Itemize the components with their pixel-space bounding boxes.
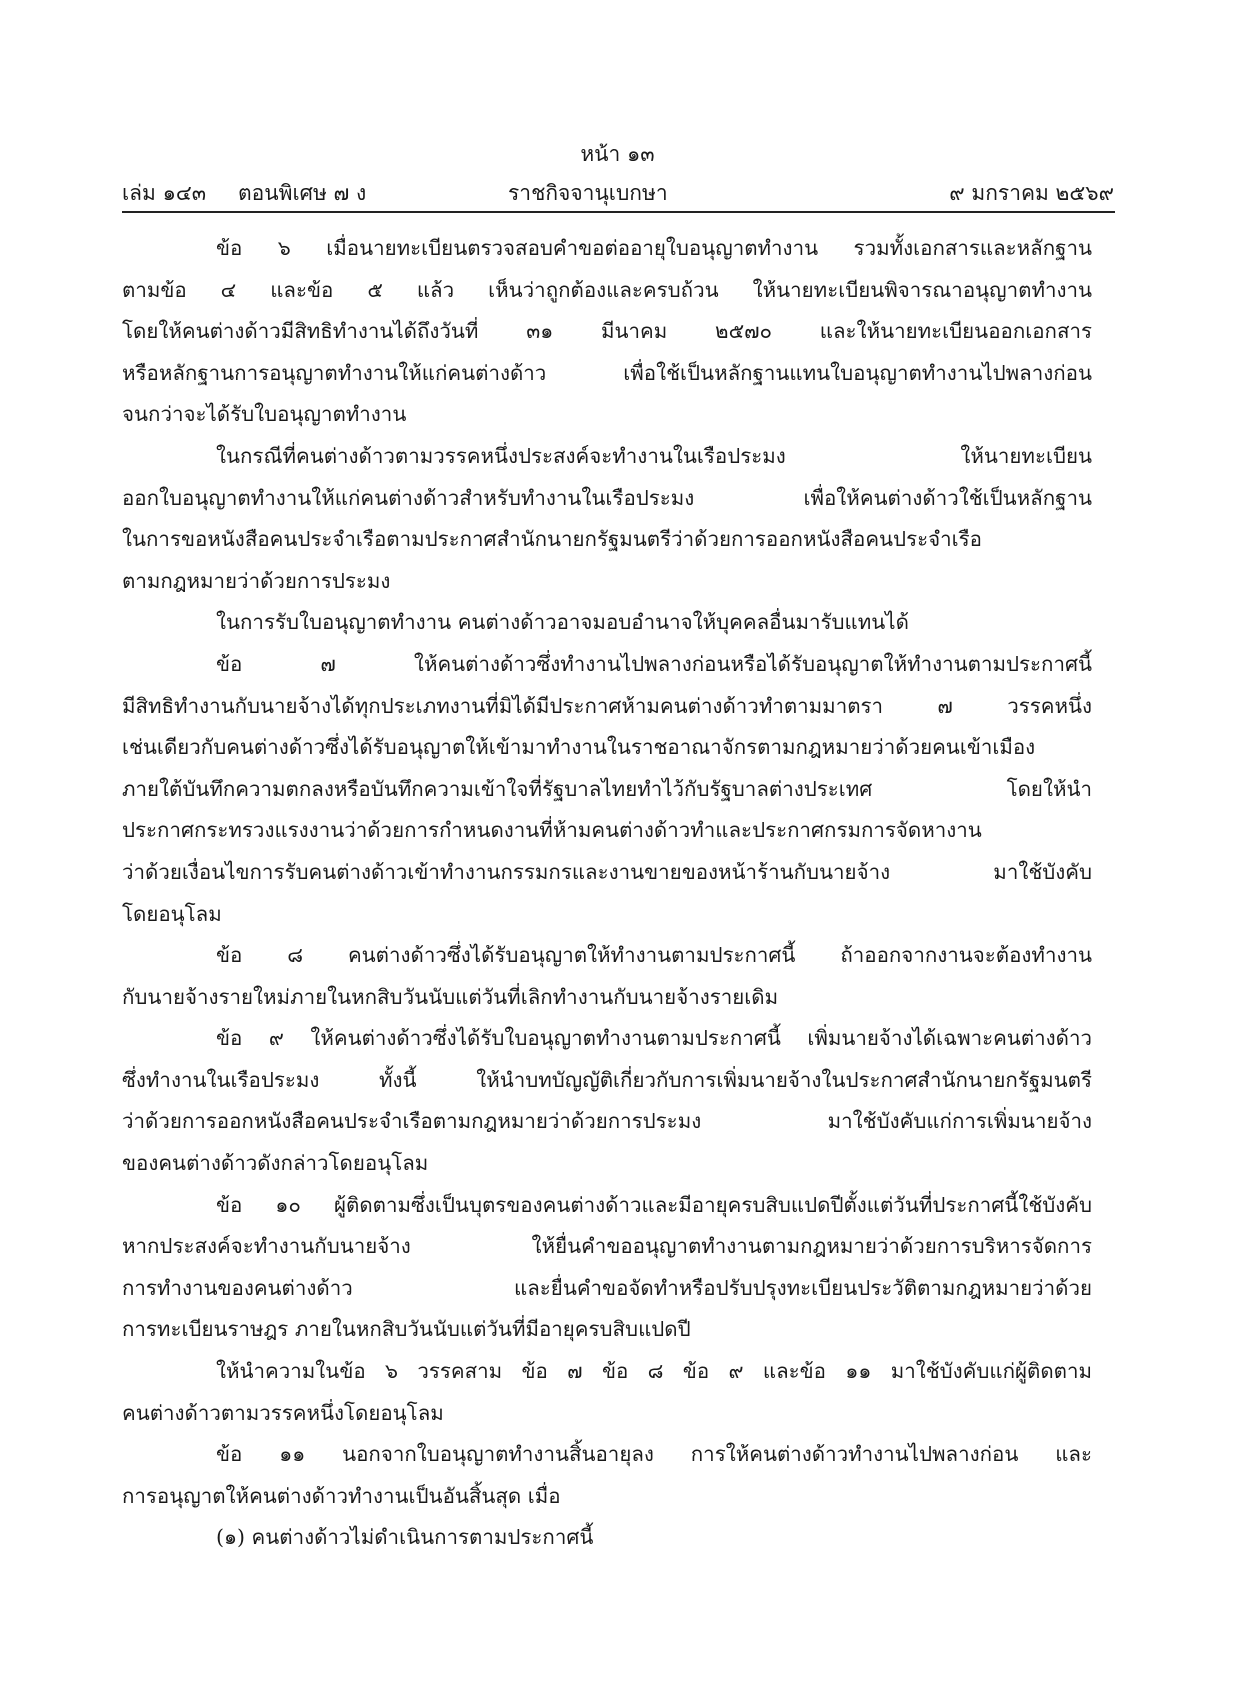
body-line: ข้อ ๖ เมื่อนายทะเบียนตรวจสอบคำขอต่ออายุใบอนุญาตทำงาน รวมทั้งเอกสารและหลักฐาน — [216, 236, 1092, 260]
body-line: ข้อ ๑๐ ผู้ติดตามซึ่งเป็นบุตรของคนต่างด้าวและมีอายุครบสิบแปดปีตั้งแต่วันที่ประกาศนี้ใช้บังคับ — [216, 1192, 1092, 1217]
header-divider — [122, 211, 1115, 213]
body-line: ข้อ ๗ ให้คนต่างด้าวซึ่งทำงานไปพลางก่อนหรือได้รับอนุญาตให้ทำงานตามประกาศนี้ — [216, 651, 1092, 676]
body-line: ภายใต้บันทึกความตกลงหรือบันทึกความเข้าใจที่รัฐบาลไทยทำไว้กับรัฐบาลต่างประเทศ โดยให้นำ — [122, 776, 1092, 801]
body-line: หากประสงค์จะทำงานกับนายจ้าง ให้ยื่นคำขออนุญาตทำงานตามกฎหมายว่าด้วยการบริหารจัดการ — [122, 1234, 1092, 1259]
body-line: ว่าด้วยเงื่อนไขการรับคนต่างด้าวเข้าทำงานกรรมกรและงานขายของหน้าร้านกับนายจ้าง มาใช้บังคับ — [122, 859, 1092, 884]
volume-label: เล่ม ๑๔๓ — [122, 181, 207, 205]
body-line: กับนายจ้างรายใหม่ภายในหกสิบวันนับแต่วันที่เลิกทำงานกับนายจ้างรายเดิม — [122, 984, 779, 1009]
body-line: โดยให้คนต่างด้าวมีสิทธิทำงานได้ถึงวันที่ ๓๑ มีนาคม ๒๕๗๐ และให้นายทะเบียนออกเอกสาร — [122, 319, 1092, 344]
body-line: ในกรณีที่คนต่างด้าวตามวรรคหนึ่งประสงค์จะทำงานในเรือประมง ให้นายทะเบียน — [216, 443, 1092, 468]
body-line: ตามกฎหมายว่าด้วยการประมง — [122, 568, 391, 593]
body-line: คนต่างด้าวตามวรรคหนึ่งโดยอนุโลม — [122, 1400, 444, 1425]
body-line: การทำงานของคนต่างด้าว และยื่นคำขอจัดทำหรือปรับปรุงทะเบียนประวัติตามกฎหมายว่าด้วย — [122, 1275, 1092, 1300]
page-number: หน้า ๑๓ — [580, 142, 655, 166]
body-line: เช่นเดียวกับคนต่างด้าวซึ่งได้รับอนุญาตให้เข้ามาทำงานในราชอาณาจักรตามกฎหมายว่าด้วยคนเข้าเมือง — [122, 735, 1036, 760]
body-line: ข้อ ๘ คนต่างด้าวซึ่งได้รับอนุญาตให้ทำงานตามประกาศนี้ ถ้าออกจากงานจะต้องทำงาน — [216, 943, 1092, 968]
issue-label: ตอนพิเศษ ๗ ง — [238, 181, 367, 205]
body-line: ซึ่งทำงานในเรือประมง ทั้งนี้ ให้นำบทบัญญัติเกี่ยวกับการเพิ่มนายจ้างในประกาศสำนักนายกรัฐมนตรี — [122, 1067, 1092, 1092]
body-line: ในการขอหนังสือคนประจำเรือตามประกาศสำนักนายกรัฐมนตรีว่าด้วยการออกหนังสือคนประจำเรือ — [122, 527, 982, 552]
body-line: หรือหลักฐานการอนุญาตทำงานให้แก่คนต่างด้าว เพื่อใช้เป็นหลักฐานแทนใบอนุญาตทำงานไปพลางก่อน — [122, 360, 1092, 385]
body-line: การอนุญาตให้คนต่างด้าวทำงานเป็นอันสิ้นสุด เมื่อ — [122, 1483, 561, 1508]
body-line: (๑) คนต่างด้าวไม่ดำเนินการตามประกาศนี้ — [216, 1525, 594, 1550]
body-line: การทะเบียนราษฎร ภายในหกสิบวันนับแต่วันที่มีอายุครบสิบแปดปี — [122, 1317, 691, 1342]
body-line: จนกว่าจะได้รับใบอนุญาตทำงาน — [122, 402, 407, 427]
document-body — [122, 228, 1092, 1559]
body-line: ข้อ ๙ ให้คนต่างด้าวซึ่งได้รับใบอนุญาตทำงานตามประกาศนี้ เพิ่มนายจ้างได้เฉพาะคนต่างด้าว — [216, 1026, 1092, 1051]
body-line: มีสิทธิทำงานกับนายจ้างได้ทุกประเภทงานที่มิได้มีประกาศห้ามคนต่างด้าวทำตามมาตรา ๗ วรรคหนึ่ง — [122, 693, 1092, 718]
body-line: ตามข้อ ๔ และข้อ ๕ แล้ว เห็นว่าถูกต้องและครบถ้วน ให้นายทะเบียนพิจารณาอนุญาตทำงาน — [122, 277, 1092, 302]
body-line: ให้นำความในข้อ ๖ วรรคสาม ข้อ ๗ ข้อ ๘ ข้อ ๙ และข้อ ๑๑ มาใช้บังคับแก่ผู้ติดตาม — [216, 1359, 1092, 1384]
publication-date: ๙ มกราคม ๒๕๖๙ — [949, 181, 1114, 205]
body-line: ว่าด้วยการออกหนังสือคนประจำเรือตามกฎหมายว่าด้วยการประมง มาใช้บังคับแก่การเพิ่มนายจ้าง — [122, 1109, 1092, 1134]
body-line: ข้อ ๑๑ นอกจากใบอนุญาตทำงานสิ้นอายุลง การให้คนต่างด้าวทำงานไปพลางก่อน และ — [216, 1442, 1092, 1467]
gazette-header — [122, 178, 1114, 208]
body-line: โดยอนุโลม — [122, 901, 222, 926]
journal-title: ราชกิจจานุเบกษา — [508, 181, 668, 205]
body-line: ประกาศกระทรวงแรงงานว่าด้วยการกำหนดงานที่ห้ามคนต่างด้าวทำและประกาศกรมการจัดหางาน — [122, 818, 982, 843]
body-line: ในการรับใบอนุญาตทำงาน คนต่างด้าวอาจมอบอำนาจให้บุคคลอื่นมารับแทนได้ — [216, 610, 909, 635]
body-line: ออกใบอนุญาตทำงานให้แก่คนต่างด้าวสำหรับทำงานในเรือประมง เพื่อให้คนต่างด้าวใช้เป็นหลักฐาน — [122, 485, 1092, 510]
body-line: ของคนต่างด้าวดังกล่าวโดยอนุโลม — [122, 1151, 429, 1176]
